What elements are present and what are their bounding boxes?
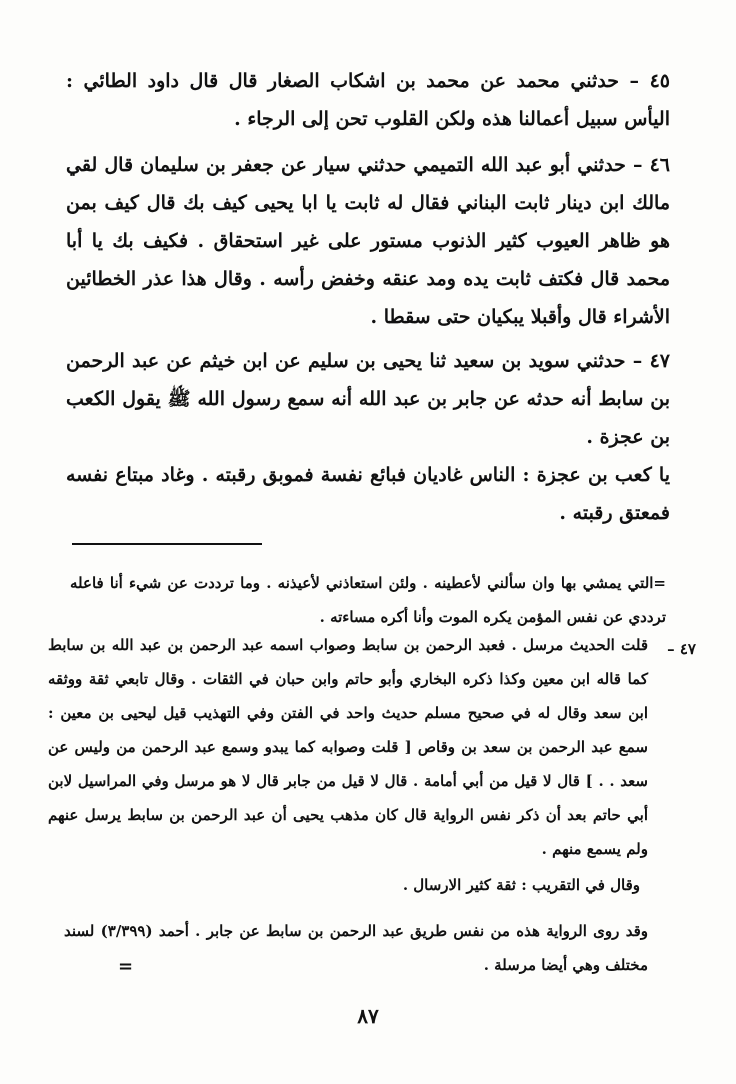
hadith-46 bbox=[66, 146, 670, 336]
footnote-riwaya-text: وقد روى الرواية هذه من نفس طريق عبد الرحمن بن سابط عن جابر . أحمد (٣/٣٩٩) لسند مختلف وهي أيضا مرسلة . bbox=[64, 922, 648, 974]
hadith-47-text: ٤٧ – حدثني سويد بن سعيد ثنا يحيى بن سليم عن ابن خيثم عن عبد الرحمن بن سابط أنه حدثه عن جابر بن عبد الله أنه سمع رسول الله ﷺ يقول الكعب بن عجزة . bbox=[66, 350, 671, 448]
hadith-47-matn bbox=[66, 456, 670, 532]
footnote-continuation-mark: = bbox=[118, 956, 134, 977]
hadith-45-text: ٤٥ – حدثني محمد عن محمد بن اشكاب الصغار قال قال داود الطائي : اليأس سبيل أعمالنا هذه ولكن القلوب تحن إلى الرجاء . bbox=[66, 70, 670, 130]
hadith-47 bbox=[66, 342, 670, 456]
footnote-47 bbox=[48, 628, 648, 866]
footnote-taqrib-text: وقال في التقريب : ثقة كثير الارسال . bbox=[402, 876, 640, 894]
footnote-number: ٤٧ – bbox=[667, 640, 696, 658]
footnote-47-text: قلت الحديث مرسل . فعبد الرحمن بن سابط وصواب اسمه عبد الرحمن بن عبد الله بن سابط كما قاله ابن معين وكذا ذكره البخاري وأبو حاتم وابن حبان في الثقات . وقال تابعي ثقة ووثقه ابن سعد وقال له في صحيح مسلم حديث واحد في الفتن وفي التهذيب قيل ليحيى بن معين : سمع عبد الرحمن بن سعد بن وقاص [ قلت وصوابه كما يبدو وسمع عبد الرحمن من وليس عن سعد . . ] قال لا قيل من أبي أمامة . قال لا قيل من جابر قال لا هو مرسل وفي المراسيل لابن أبي حاتم بعد أن ذكر نفس الرواية قال كان مذهب يحيى أن عبد الرحمن بن سابط يرسل عنهم ولم يسمع منهم . bbox=[48, 636, 648, 858]
footnote-riwaya bbox=[64, 914, 648, 982]
hadith-46-text: ٤٦ – حدثني أبو عبد الله التميمي حدثني سيار عن جعفر بن سليمان قال لقي مالك ابن دينار ثابت البناني فقال له ثابت يا ابا يحيى كيف بك قال كيف بمن هو ظاهر العيوب كثير الذنوب مستور على غير استحقاق . فكيف بك يا أبا محمد قال فكتف ثابت يده ومد عنقه وخفض رأسه . وقال هذا عذر الخطائين الأشراء قال وأقبلا يبكيان حتى سقطا . bbox=[66, 154, 670, 328]
footnote-taqrib bbox=[80, 868, 640, 902]
footnote-separator bbox=[72, 543, 262, 545]
footnote-continuation-text: =التي يمشي بها وان سألني لأعطينه . ولئن استعاذني لأعيذنه . وما ترددت عن شيء أنا فاعله ترددي عن نفس المؤمن يكره الموت وأنا أكره مساءته . bbox=[70, 574, 666, 626]
hadith-45 bbox=[66, 62, 670, 138]
page-number: ٨٧ bbox=[357, 1004, 379, 1028]
hadith-47-matn-text: يا كعب بن عجزة : الناس غاديان فبائع نفسة فموبق رقبته . وغاد مبتاع نفسه فمعتق رقبته . bbox=[66, 464, 670, 524]
footnote-continuation bbox=[70, 566, 666, 634]
